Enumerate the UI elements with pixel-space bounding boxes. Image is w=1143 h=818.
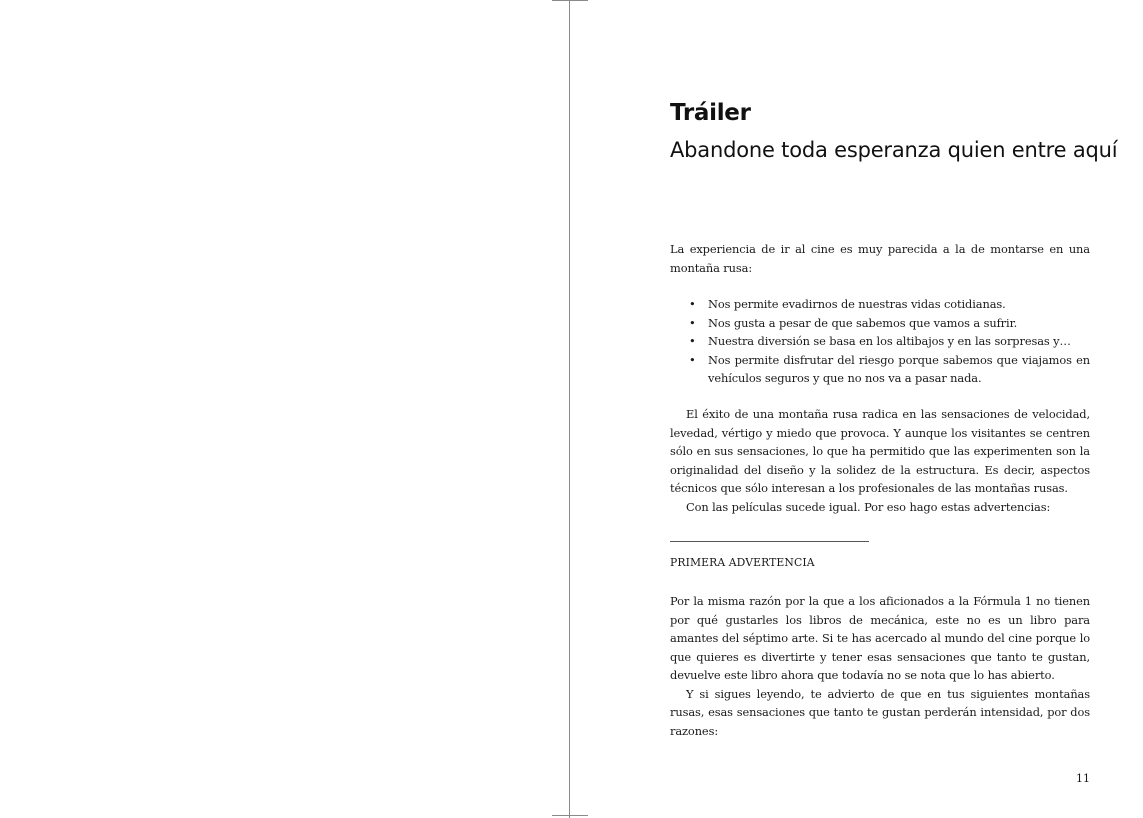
bullet-text: Nos gusta a pesar de que sabemos que vamos a sufrir. [708, 315, 1018, 330]
list-item [670, 314, 1090, 333]
spine-gutter-line [569, 0, 570, 818]
list-item [670, 351, 1090, 388]
paragraph-keep-reading: Y si sigues leyendo, te advierto de que en tus siguientes montañas rusas, esas sensaciones que tanto te gustan perderán intensidad, por dos razones: [670, 686, 1090, 738]
warning-heading: PRIMERA ADVERTENCIA [670, 556, 815, 569]
right-page [670, 0, 1118, 818]
bullet-icon: • [689, 315, 696, 330]
bullet-icon: • [689, 352, 696, 367]
bullet-text: Nos permite disfrutar del riesgo porque sabemos que viajamos en vehículos seguros y que no nos va a pasar nada. [708, 352, 1090, 385]
bullet-text: Nos permite evadirnos de nuestras vidas cotidianas. [708, 297, 1006, 311]
chapter-subtitle: Abandone toda esperanza quien entre aquí [670, 138, 1118, 162]
chapter-title: Tráiler [670, 100, 751, 126]
section-divider [670, 541, 869, 542]
intro-paragraph: La experiencia de ir al cine es muy parecida a la de montarse en una montaña rusa: [670, 242, 1090, 275]
bullet-icon: • [689, 334, 696, 348]
bullet-list [670, 295, 1090, 388]
page-number: 11 [1076, 772, 1090, 785]
list-item [670, 295, 1090, 314]
paragraph-films-same: Con las películas sucede igual. Por eso hago estas advertencias: [686, 499, 1051, 514]
paragraph-formula-one: Por la misma razón por la que a los aficionados a la Fórmula 1 no tienen por qué gustarles los libros de mecánica, este no es un libro para amantes del séptimo arte. Si te has acercado al mundo del cine porque lo que quieres es divertirte y tener esas sensaciones que tanto te gustan, devuelve este libro ahora que todavía no se nota que lo has abierto. [670, 594, 1090, 682]
list-item [670, 332, 1090, 351]
bullet-text: Nuestra diversión se basa en los altibajos y en las sorpresas y… [708, 334, 1071, 348]
warning-paragraphs [670, 592, 1090, 740]
body-paragraphs [670, 405, 1090, 516]
bullet-icon: • [689, 297, 696, 311]
gutter-top-cap [552, 0, 588, 1]
gutter-bottom-cap [552, 815, 588, 816]
paragraph-roller-coaster-success: El éxito de una montaña rusa radica en las sensaciones de velocidad, levedad, vértigo y miedo que provoca. Y aunque los visitantes se centren sólo en sus sensaciones, lo que ha permitido que las experimenten son la originalidad del diseño y la solidez de la estructura. Es decir, aspectos técnicos que sólo interesan a los profesionales de las montañas rusas. [670, 407, 1090, 495]
